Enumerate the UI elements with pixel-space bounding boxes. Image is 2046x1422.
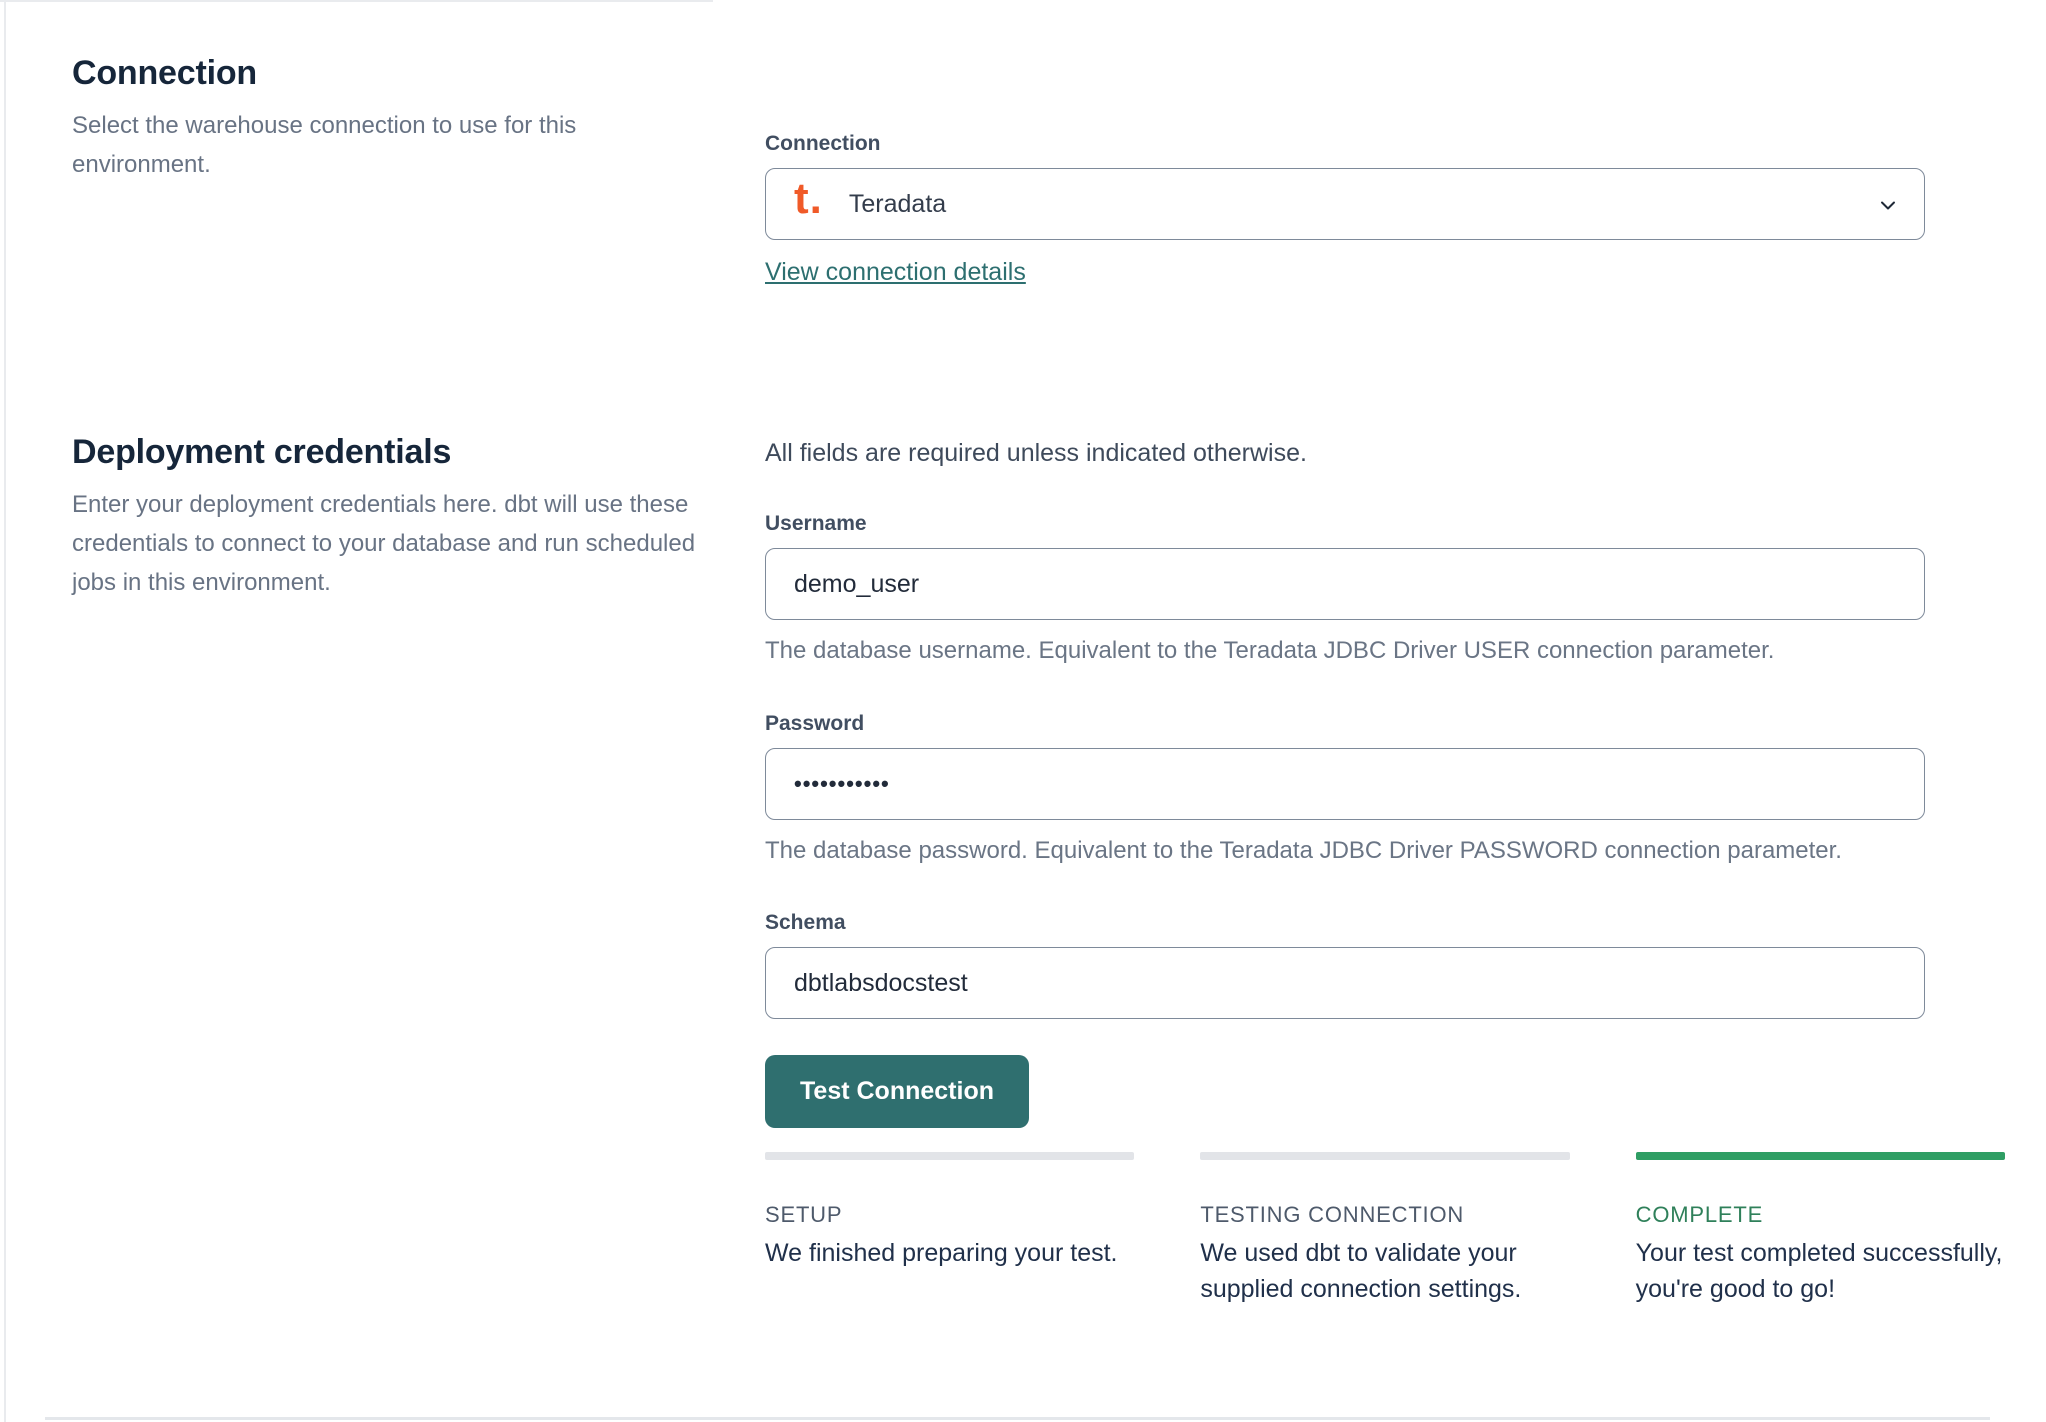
schema-input[interactable] <box>765 947 1925 1019</box>
connection-select[interactable] <box>765 168 1925 240</box>
test-connection-button[interactable]: Test Connection <box>765 1055 1029 1128</box>
teradata-logo-icon: t. <box>794 174 823 224</box>
chevron-down-icon <box>1876 193 1900 217</box>
credentials-section-description: Enter your deployment credentials here. dbt will use these credentials to connect to your database and run scheduled jobs in this environment. <box>72 491 696 596</box>
step-testing-connection <box>1200 1152 1569 1307</box>
view-connection-details-link[interactable]: View connection details <box>765 258 1026 286</box>
username-label: Username <box>765 512 867 535</box>
left-divider <box>4 0 6 1422</box>
step-testing-title: TESTING CONNECTION <box>1200 1202 1465 1228</box>
connection-section-description: Select the warehouse connection to use for this environment. <box>72 112 577 178</box>
step-setup-title: SETUP <box>765 1202 843 1228</box>
connection-section-title: Connection <box>72 54 257 92</box>
password-label: Password <box>765 711 865 735</box>
username-help-text: The database username. Equivalent to the Teradata JDBC Driver USER connection parameter. <box>765 637 1775 664</box>
top-divider <box>0 0 713 2</box>
step-setup-progress-bar <box>765 1152 1134 1160</box>
deployment-credentials-section <box>0 433 2046 1307</box>
step-complete-title: COMPLETE <box>1635 1202 1764 1228</box>
credentials-section-title: Deployment credentials <box>72 433 452 471</box>
step-complete-description: Your test completed successfully, you're good to go! <box>1635 1239 2003 1303</box>
step-testing-description: We used dbt to validate your supplied connection settings. <box>1200 1239 1522 1303</box>
required-fields-note: All fields are required unless indicated otherwise. <box>765 439 1307 467</box>
step-complete <box>1636 1152 2005 1307</box>
schema-field-group <box>765 911 1925 1019</box>
connection-section <box>0 0 2046 287</box>
connection-field-label: Connection <box>765 132 881 155</box>
password-help-text: The database password. Equivalent to the Teradata JDBC Driver PASSWORD connection parameter. <box>765 836 1842 864</box>
schema-label: Schema <box>765 911 846 935</box>
password-field-group <box>765 712 1925 868</box>
step-setup <box>765 1152 1134 1307</box>
step-setup-description: We finished preparing your test. <box>765 1239 1118 1268</box>
connection-selected-value: Teradata <box>848 189 947 218</box>
username-input[interactable] <box>765 548 1925 620</box>
step-testing-progress-bar <box>1200 1152 1569 1160</box>
username-field-group <box>765 512 1925 668</box>
password-input[interactable] <box>765 748 1925 820</box>
connection-test-stepper <box>765 1152 2005 1307</box>
step-complete-progress-bar <box>1636 1152 2005 1160</box>
bottom-divider <box>45 1417 1990 1420</box>
